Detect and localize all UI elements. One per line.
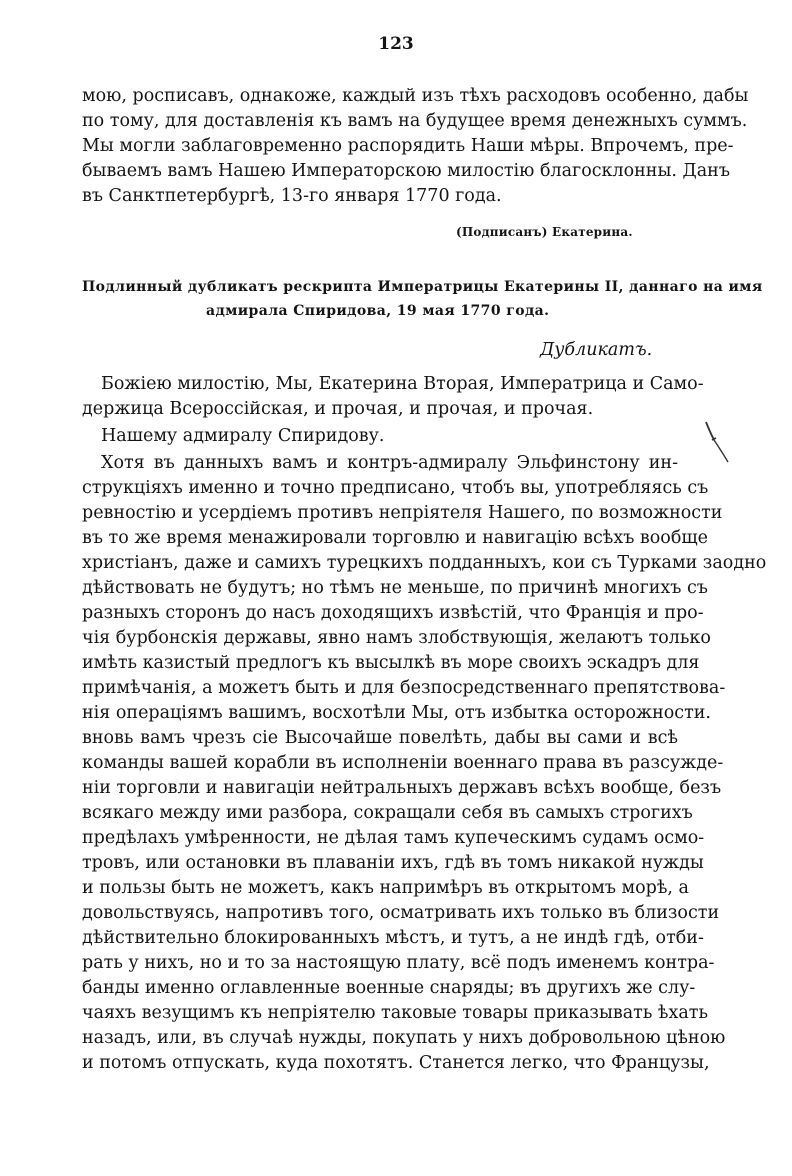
margin-pencil-mark [702,418,732,468]
body-line-11: нія операціямъ вашимъ, восхотѣли Мы, отъ избытка осторожности. [82,703,711,723]
body-line-8: чія бурбонскія державы, явно намъ злобствующія, желаютъ только [82,628,711,648]
body-line-9: имѣть казистый предлогъ къ высылкѣ въ море своихъ эскадръ для [82,653,700,673]
body-line-22: банды именно оглавленные военные снаряды; въ другихъ же слу- [82,978,696,998]
body-line-2: струкціяхъ именно и точно предписано, чтобъ вы, употребляясь съ [82,478,709,498]
body-line-3: ревностію и усердіемъ противъ непріятеля Нашего, по возможности [82,503,723,523]
paragraph-1-line-1: мою, росписавъ, однакоже, каждый изъ тѣхъ расходовъ особенно, дабы [82,86,749,106]
heading-line-2: адмирала Спиридова, 19 мая 1770 года. [206,303,550,319]
body-line-24: назадъ, или, въ случаѣ нужды, покупать у нихъ добровольною цѣною [82,1028,726,1048]
page-number: 123 [378,34,414,54]
title-line-1: Божіею милостію, Мы, Екатерина Вторая, Императрица и Само- [101,374,704,394]
body-line-5: христіанъ, даже и самихъ турецкихъ подданныхъ, кои съ Турками заодно [82,553,767,573]
body-line-12: вновь вамъ чрезъ сіе Высочайше повелѣть, дабы вы сами и всѣ [82,728,678,748]
body-line-16: предѣлахъ умѣренности, не дѣлая тамъ купеческимъ судамъ осмо- [82,828,705,848]
duplicate-label: Дубликатъ. [540,340,653,360]
signature: (Подписанъ) Екатерина. [456,225,633,239]
body-line-19: довольствуясь, напротивъ того, осматривать ихъ только въ близости [82,903,720,923]
body-line-25: и потомъ отпускать, куда похотятъ. Станется легко, что Французы, [82,1053,710,1073]
body-line-23: чаяхъ везущимъ къ непріятелю таковые товары приказывать ѣхать [82,1003,708,1023]
body-line-13: команды вашей корабли въ исполненіи военнаго права въ разсужде- [82,753,724,773]
body-line-7: разныхъ сторонъ до насъ доходящихъ извѣстій, что Франція и про- [82,603,704,623]
body-line-6: дѣйствовать не будутъ; но тѣмъ не меньше, по причинѣ многихъ съ [82,578,708,598]
body-line-15: всякаго между ими разбора, сокращали себя въ самыхъ строгихъ [82,803,693,823]
heading-line-1: Подлинный дубликатъ рескрипта Императрицы Екатерины II, даннаго на имя [82,279,763,295]
body-line-18: и пользы быть не можетъ, какъ напримѣръ въ открытомъ морѣ, а [82,878,689,898]
body-line-14: ніи торговли и навигаціи нейтральныхъ державъ всѣхъ вообще, безъ [82,778,722,798]
body-line-21: рать у нихъ, но и то за настоящую плату, всё подъ именемъ контра- [82,953,715,973]
paragraph-1-line-3: Мы могли заблаговременно распорядить Наши мѣры. Впрочемъ, пре- [82,136,734,156]
body-line-4: въ то же время менажировали торговлю и навигацію всѣхъ вообще [82,528,709,548]
body-line-10: примѣчанія, а можетъ быть и для безпосредственнаго препятствова- [82,678,726,698]
paragraph-1-line-5: въ Санктпетербургѣ, 13-го января 1770 года. [82,186,502,206]
body-line-20: дѣйствительно блокированныхъ мѣстъ, и тутъ, а не индѣ гдѣ, отби- [82,928,704,948]
body-line-17: тровъ, или остановки въ плаваніи ихъ, гдѣ въ томъ никакой нужды [82,853,704,873]
body-line-1: Хотя въ данныхъ вамъ и контръ-адмиралу Эльфинстону ин- [101,453,678,473]
paragraph-1-line-4: бываемъ вамъ Нашею Императорскою милостію благосклонны. Данъ [82,161,730,181]
title-line-2: держица Всероссійская, и прочая, и прочая, и прочая. [82,399,594,419]
address-line: Нашему адмиралу Спиридову. [101,426,385,446]
paragraph-1-line-2: по тому, для доставленія къ вамъ на будущее время денежныхъ суммъ. [82,111,748,131]
